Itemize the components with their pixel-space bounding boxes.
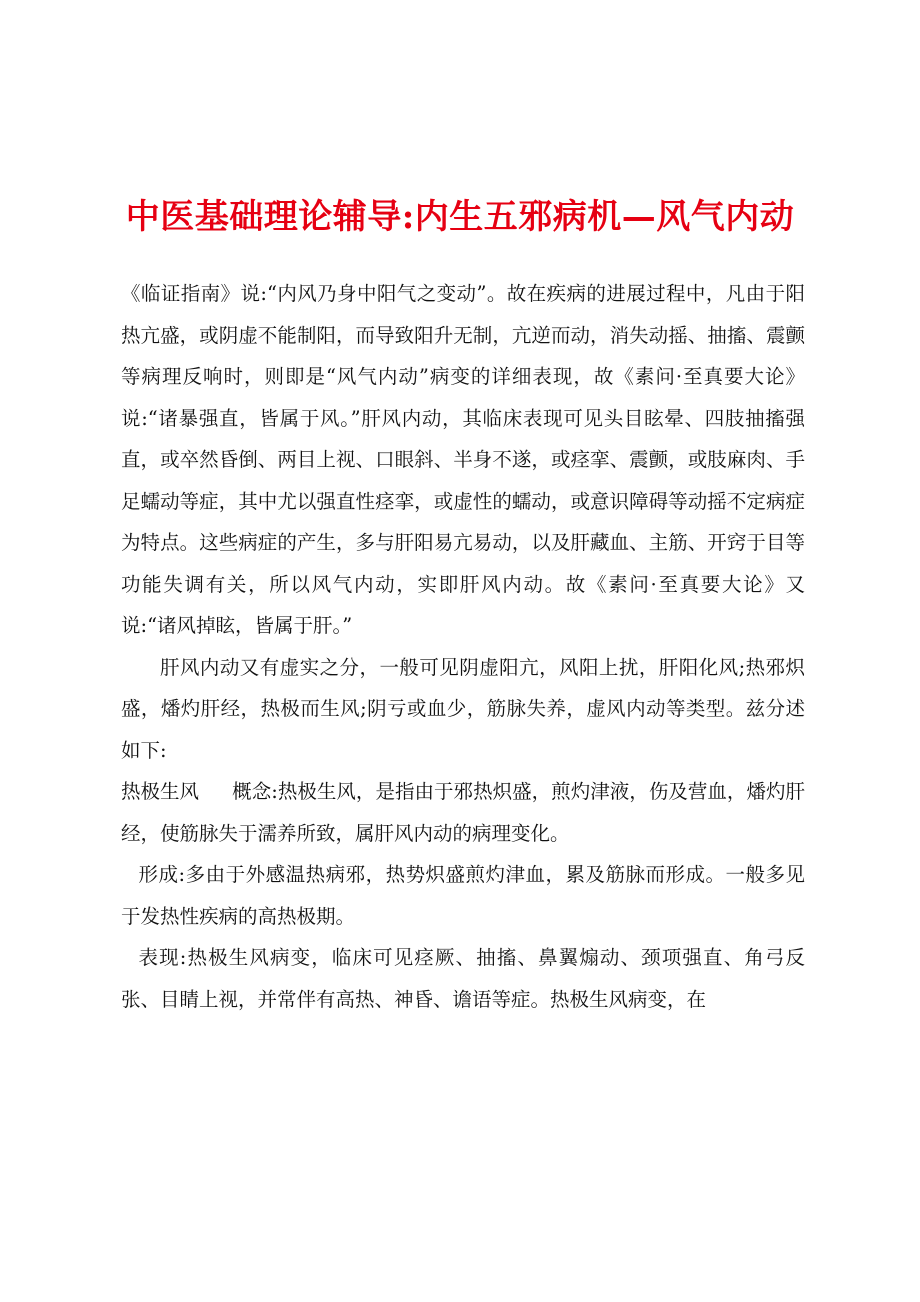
paragraph-types: 肝风内动又有虚实之分，一般可见阴虚阳亢，风阳上扰，肝阳化风;热邪炽盛，燔灼肝经，热极而生风;阴亏或血少，筋脉失养，虚风内动等类型。兹分述如下:: [121, 655, 805, 762]
section-formation: 形成:多由于外感温热病邪，热势炽盛煎灼津血，累及筋脉而形成。一般多见于发热性疾病的高热极期。: [121, 863, 805, 928]
section-heading: 热极生风: [121, 780, 200, 803]
paragraph-intro: 《临证指南》说:“内风乃身中阳气之变动”。故在疾病的进展过程中，凡由于阳热亢盛，或阴虚不能制阳，而导致阳升无制，亢逆而动，消失动摇、抽搐、震颤等病理反响时，则即是“风气内动”病变的详细表现，故《素问·至真要大论》说:“诸暴强直，皆属于风。”肝风内动，其临床表现可见头目眩晕、四肢抽搐强直，或卒然昏倒、两目上视、口眼斜、半身不遂，或痉挛、震颤，或肢麻肉、手足蠕动等症，其中尤以强直性痉挛，或虚性的蠕动，或意识障碍等动摇不定病症为特点。这些病症的产生，多与肝阳易亢易动，以及肝藏血、主筋、开窍于目等功能失调有关，所以风气内动，实即肝风内动。故《素问·至真要大论》又说:“诸风掉眩，皆属于肝。”: [121, 282, 805, 637]
page-title: 中医基础理论辅导:内生五邪病机—风气内动: [125, 197, 795, 237]
section-concept: 概念:热极生风，是指由于邪热炽盛，煎灼津液，伤及营血，燔灼肝经，使筋脉失于濡养所致，属肝风内动的病理变化。: [121, 780, 805, 845]
document-body: [121, 273, 805, 1020]
section-concept-paragraph: [121, 771, 805, 854]
section-manifestation: 表现:热极生风病变，临床可见痉厥、抽搐、鼻翼煽动、颈项强直、角弓反张、目睛上视，并常伴有高热、神昏、谵语等症。热极生风病变，在: [121, 946, 805, 1011]
